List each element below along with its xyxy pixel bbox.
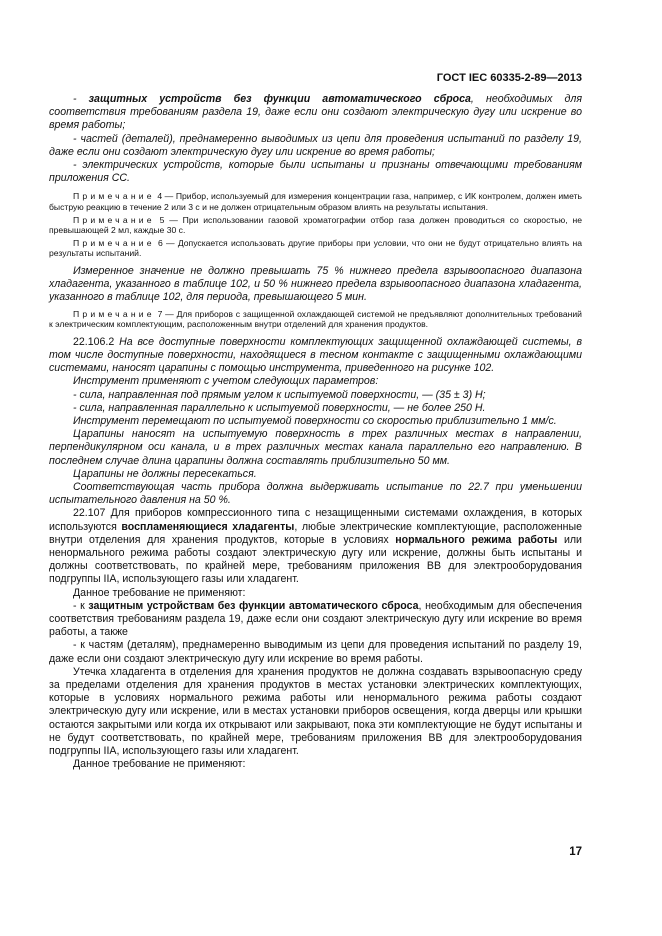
withstand-test: Соответствующая часть прибора должна выдерживать испытание по 22.7 при уменьшении испытательного давления на 50 %. (49, 481, 582, 507)
exception-item-text: , необходимым для обеспечения соответствия требованиям раздела 19, даже если они создают электрическую дугу или искрение во время работы, а также (49, 599, 582, 639)
clause-text: , любые электрические комплектующие, расположенные внутри отделения для хранения продуктов, которые в условиях (49, 520, 582, 546)
note-4 (49, 191, 582, 212)
term-protective-devices: защитных устройств без функции автоматического сброса (88, 93, 471, 105)
note-label: Примечание (73, 214, 155, 225)
note-text: 7 — Для приборов с защищенной охлаждающей системой не предъявляют дополнительных требований к электрическим комплектующим, расположенным внутри отделений для хранения продуктов. (49, 308, 582, 330)
exception-item-protective-devices-2 (49, 600, 582, 640)
list-dash: - (73, 93, 89, 105)
exception-item-parts: - частей (деталей), преднамеренно выводимых из цепи для проведения испытаний по разделу 19, даже если они создают электрическую дугу или искрение во время работы; (49, 132, 582, 158)
note-text: 4 — Прибор, используемый для измерения концентрации газа, например, с ИК контролем, должен иметь быструю реакцию в течение 2 или 3 с и не должен отрицательным образом влиять на результаты испытания. (49, 191, 582, 213)
page-header-standard-id: ГОСТ IEC 60335-2-89—2013 (436, 72, 582, 84)
note-6 (49, 238, 582, 259)
exception-item-electrical-devices: - электрических устройств, которые были испытаны и признаны отвечающими требованиям приложения СС. (49, 159, 582, 185)
note-5 (49, 215, 582, 236)
scratches-paragraph: Царапины наносят на испытуемую поверхность в трех различных местах в направлении, перпендикулярном оси канала, и в трех различных местах канала параллельно его направлению. В последнем случае длина царапины должна составлять приблизительно 50 мм. (49, 428, 582, 467)
note-label: Примечание (73, 308, 155, 319)
tool-parameters-intro: Инструмент применяют с учетом следующих параметров: (73, 375, 379, 388)
note-7 (49, 309, 582, 330)
note-label: Примечание (73, 237, 155, 248)
term-normal-operation: нормального режима работы (395, 533, 558, 546)
clause-22-107 (49, 507, 582, 586)
term-flammable-refrigerants: воспламеняющиеся хладагенты (121, 520, 295, 533)
tool-speed: Инструмент перемещают по испытуемой поверхности со скоростью приблизительно 1 мм/с. (73, 415, 557, 427)
list-dash: - к (73, 599, 89, 612)
force-perpendicular: - сила, направленная под прямым углом к испытуемой поверхности, — (35 ± 3) Н; (73, 388, 486, 401)
note-text: 5 — При использовании газовой хроматографии отбор газа должен проводиться со скоростью, не превышающей 2 мл, каждые 30 с. (49, 214, 582, 236)
note-text: 6 — Допускается использовать другие приборы при условии, что они не будут отрицательно влиять на результаты испытаний. (49, 237, 582, 259)
note-label: Примечание (73, 191, 155, 202)
measured-value-paragraph: Измеренное значение не должно превышать 75 % нижнего предела взрывоопасного диапазона хладагента, указанного в таблице 102, и 50 % нижнего предела взрывоопасного диапазона хладагента, указанного в таблице 102, для периода, превышающего 5 мин. (49, 264, 582, 304)
force-parallel: - сила, направленная параллельно к испытуемой поверхности, — не более 250 Н. (73, 401, 486, 414)
page-content (49, 93, 582, 771)
exception-item-protective-devices (49, 93, 582, 133)
exception-item-parts-2: - к частям (деталям), преднамеренно выводимым из цепи для проведения испытаний по разделу 19, даже если они создают электрическую дугу или искрение во время работы. (49, 639, 582, 665)
requirement-not-applied: Данное требование не применяют: (73, 586, 246, 599)
clause-text: или ненормального режима работы создают электрическую дугу или искрение, должны быть испытаны и должны соответствовать, по крайней мере, требованиям приложения ВВ для электрооборудования подгруппы IIA, использующего газы или хладагент. (49, 533, 582, 586)
scratches-no-cross: Царапины не должны пересекаться. (73, 467, 257, 480)
term-protective-devices: защитным устройствам без функции автоматического сброса (88, 599, 419, 612)
clause-text: 22.107 Для приборов компрессионного типа с незащищенными системами охлаждения, в которых используются (49, 507, 582, 533)
clause-number: 22.106.2 (73, 335, 115, 348)
refrigerant-leak-paragraph: Утечка хладагента в отделения для хранения продуктов не должна создавать взрывоопасную среду за пределами отделения для хранения продуктов в местах установки электрических комплектующих, которые в условиях нормального режима работы или ненормального режима работы создают электрическую дугу или искрение, или в местах установки приборов освещения, когда дверцы или крышки остаются закрытыми или когда их открывают или закрывают, пока эти комплектующие не будут испытаны и не будут соответствовать, по крайней мере, требованиям приложения ВВ для электрооборудования подгруппы IIA, использующего газы или хладагент. (49, 665, 582, 758)
requirement-not-applied-2: Данное требование не применяют: (73, 758, 246, 771)
page-number: 17 (569, 846, 582, 858)
clause-text: На все доступные поверхности комплектующих защищенной охлаждающей системы, в том числе доступные поверхности, находящиеся в тесном контакте с защищенными охлаждающими системами, наносят царапины с помощью инструмента, приведенного на рисунке 102. (49, 335, 582, 375)
clause-22-106-2 (49, 336, 582, 376)
exception-item-text: , необходимых для соответствия требованиям раздела 19, даже если они создают электрическую дугу или искрение во время работы; (49, 93, 582, 132)
